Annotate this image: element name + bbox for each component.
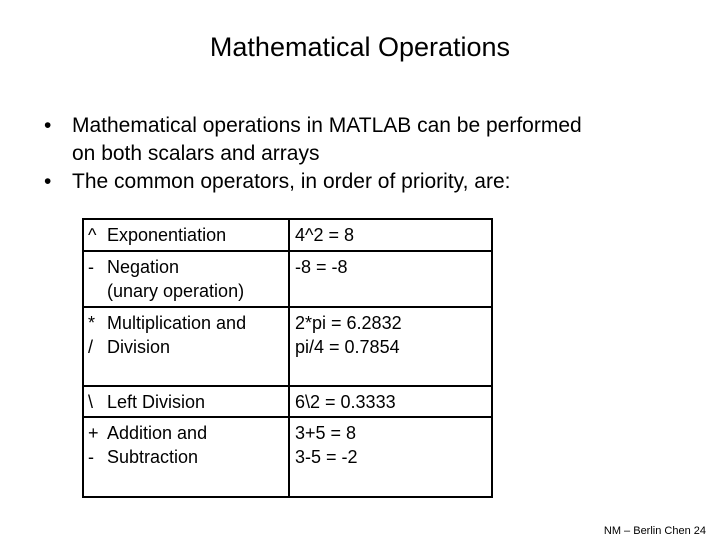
- bullet-text-line: Mathematical operations in MATLAB can be performed: [72, 114, 582, 137]
- operator-example: 4^2 = 8: [289, 219, 492, 251]
- bullet-text-line: The common operators, in order of priority, are:: [72, 170, 511, 193]
- operator-name: Multiplication and Division: [103, 307, 289, 386]
- table-row: [83, 307, 492, 386]
- operator-name: Left Division: [103, 386, 289, 417]
- bullet-text: [70, 168, 704, 196]
- slide-title: Mathematical Operations: [209, 32, 511, 62]
- operator-symbol: -: [83, 251, 103, 307]
- operator-example: 2*pi = 6.2832 pi/4 = 0.7854: [289, 307, 492, 386]
- operator-symbol: + -: [83, 417, 103, 497]
- table-row: [83, 417, 492, 497]
- bullet-item: [44, 168, 704, 196]
- operators-table: [82, 218, 493, 498]
- operator-name: Addition and Subtraction: [103, 417, 289, 497]
- bullet-text: [70, 112, 704, 168]
- table-row: [83, 386, 492, 417]
- table-row: [83, 251, 492, 307]
- bullet-text-line: on both scalars and arrays: [72, 142, 320, 165]
- bullet-marker: •: [44, 114, 52, 137]
- operator-example: 6\2 = 0.3333: [289, 386, 492, 417]
- bullet-list: [44, 112, 704, 196]
- bullet-marker: •: [44, 170, 52, 193]
- operator-symbol: \: [83, 386, 103, 417]
- operator-name: Exponentiation: [103, 219, 289, 251]
- operator-name: Negation (unary operation): [103, 251, 289, 307]
- slide-footer: NM – Berlin Chen 24: [603, 525, 706, 537]
- operator-symbol: ^: [83, 219, 103, 251]
- operator-symbol: * /: [83, 307, 103, 386]
- table-row: [83, 219, 492, 251]
- operator-example: -8 = -8: [289, 251, 492, 307]
- operator-example: 3+5 = 8 3-5 = -2: [289, 417, 492, 497]
- bullet-item: [44, 112, 704, 168]
